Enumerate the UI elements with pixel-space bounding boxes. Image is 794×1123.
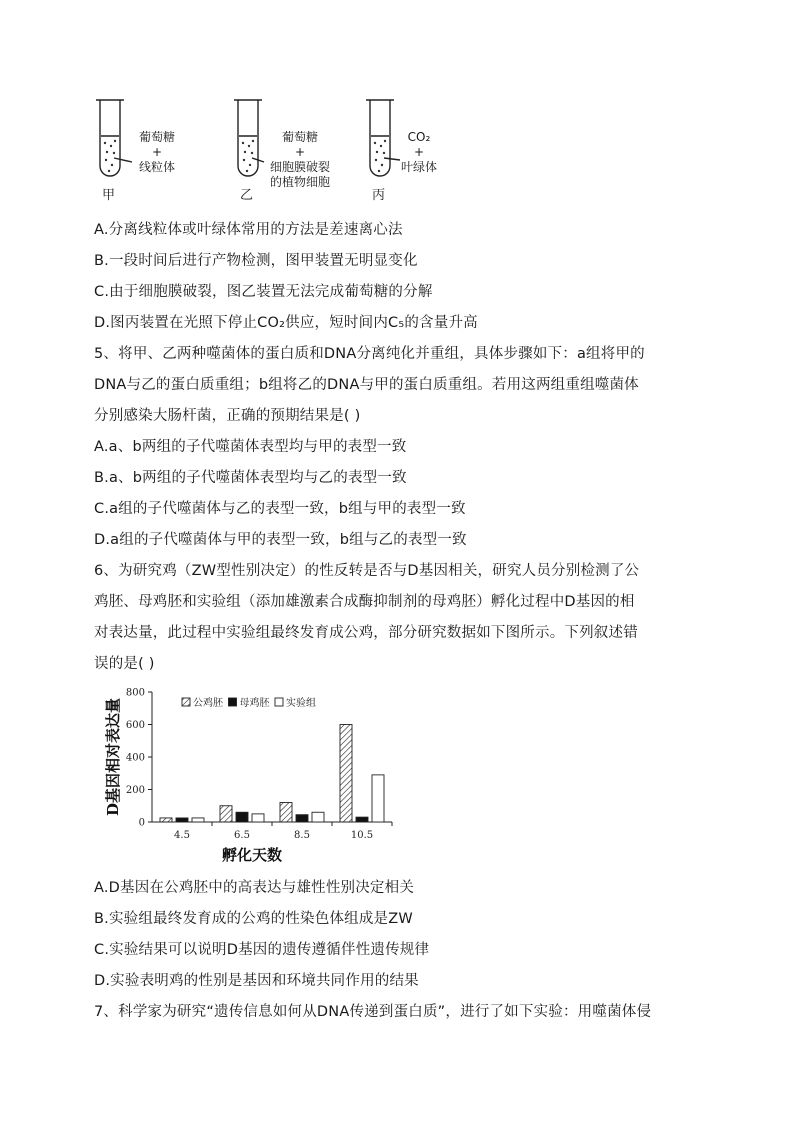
legend-swatch-hollow xyxy=(275,698,283,706)
tube-bing-name: 丙 xyxy=(372,188,386,203)
x-tick-label: 8.5 xyxy=(294,830,310,841)
tube-jia-line-2: + xyxy=(151,145,163,159)
tube-yi-line-4: 的植物细胞 xyxy=(269,175,330,189)
tube-yi-line-2: + xyxy=(294,145,306,159)
tube-bing-line-2: + xyxy=(413,145,425,159)
bar-hollow xyxy=(192,818,204,822)
legend-swatch-solid xyxy=(229,698,237,706)
q6-option-a: A.D基因在公鸡胚中的高表达与雄性性别决定相关 xyxy=(94,880,415,896)
bar-hatched xyxy=(340,725,352,823)
tube-jia-name: 甲 xyxy=(102,188,116,203)
x-tick-label: 6.5 xyxy=(234,830,250,841)
bar-solid xyxy=(356,817,368,822)
q5-stem-line-2: DNA与乙的蛋白质重组；b组将乙的DNA与甲的蛋白质重组。若用这两组重组噬菌体 xyxy=(94,377,639,393)
q6-option-d: D.实验表明鸡的性别是基因和环境共同作用的结果 xyxy=(94,973,419,989)
d-gene-chart xyxy=(96,684,416,870)
bar-hollow xyxy=(312,812,324,822)
y-tick-label: 600 xyxy=(125,720,145,731)
q4-option-a: A.分离线粒体或叶绿体常用的方法是差速离心法 xyxy=(94,222,403,238)
tube-bing-content xyxy=(396,130,442,175)
q6-stem-line-4: 误的是( ) xyxy=(94,656,155,672)
tube-yi-name: 乙 xyxy=(240,188,254,203)
legend-swatch-hatched xyxy=(182,698,190,706)
tube-bing-line-1: CO₂ xyxy=(407,130,431,144)
q6-stem-line-3: 对表达量，此过程中实验组最终发育成公鸡，部分研究数据如下图所示。下列叙述错 xyxy=(94,625,638,641)
bar-hatched xyxy=(280,803,292,823)
q5-option-a: A.a、b两组的子代噬菌体表型均与甲的表型一致 xyxy=(94,439,407,455)
q6-stem-line-2: 鸡胚、母鸡胚和实验组（添加雄激素合成酶抑制剂的母鸡胚）孵化过程中D基因的相 xyxy=(94,594,635,610)
q6-option-c: C.实验结果可以说明D基因的遗传遵循伴性遗传规律 xyxy=(94,942,430,958)
q4-option-d: D.图丙装置在光照下停止CO₂供应，短时间内C₅的含量升高 xyxy=(94,315,478,331)
q6-option-b: B.实验组最终发育成的公鸡的性染色体组成是ZW xyxy=(94,911,413,927)
tube-jia-line-1: 葡萄糖 xyxy=(138,130,175,144)
q5-stem-line-1: 5、将甲、乙两种噬菌体的蛋白质和DNA分离纯化并重组，具体步骤如下：a组将甲的 xyxy=(94,346,645,362)
q4-option-c: C.由于细胞膜破裂，图乙装置无法完成葡萄糖的分解 xyxy=(94,284,433,300)
legend-label: 公鸡胚 xyxy=(193,698,223,709)
q6-stem-line-1: 6、为研究鸡（ZW型性别决定）的性反转是否与D基因相关，研究人员分别检测了公 xyxy=(94,563,640,579)
bar-hatched xyxy=(160,818,172,822)
legend-label: 实验组 xyxy=(286,698,316,709)
tube-yi-line-3: 细胞膜破裂 xyxy=(269,160,330,174)
y-tick-label: 800 xyxy=(125,687,145,699)
q5-option-d: D.a组的子代噬菌体与甲的表型一致，b组与乙的表型一致 xyxy=(94,532,467,548)
tube-bing-line-3: 叶绿体 xyxy=(400,160,437,174)
bar-hollow xyxy=(252,814,264,822)
q5-option-b: B.a、b两组的子代噬菌体表型均与乙的表型一致 xyxy=(94,470,407,486)
x-axis-label: 孵化天数 xyxy=(221,846,283,864)
q5-stem-line-3: 分别感染大肠杆菌，正确的预期结果是( ) xyxy=(94,408,361,424)
legend-label: 母鸡胚 xyxy=(239,698,270,709)
bar-hollow xyxy=(372,775,384,822)
y-tick-label: 200 xyxy=(125,785,145,796)
tube-jia-content xyxy=(130,130,184,175)
tube-yi-content xyxy=(262,130,338,190)
q4-option-b: B.一段时间后进行产物检测，图甲装置无明显变化 xyxy=(94,253,418,269)
test-tube-jia xyxy=(96,100,132,176)
tube-jia-line-3: 线粒体 xyxy=(138,160,175,174)
bar-hatched xyxy=(220,806,232,822)
x-tick-label: 4.5 xyxy=(174,830,190,841)
q5-option-c: C.a组的子代噬菌体与乙的表型一致，b组与甲的表型一致 xyxy=(94,501,466,517)
y-tick-label: 0 xyxy=(138,817,145,829)
q7-stem-line-1: 7、科学家为研究“遗传信息如何从DNA传递到蛋白质”，进行了如下实验：用噬菌体侵 xyxy=(94,1004,652,1020)
y-tick-label: 400 xyxy=(125,752,145,764)
bar-solid xyxy=(236,812,248,822)
tube-yi-line-1: 葡萄糖 xyxy=(281,130,318,144)
bar-solid xyxy=(176,818,188,822)
y-axis-label: D基因相对表达量 xyxy=(104,697,122,817)
x-tick-label: 10.5 xyxy=(350,830,374,841)
bar-solid xyxy=(296,815,308,822)
